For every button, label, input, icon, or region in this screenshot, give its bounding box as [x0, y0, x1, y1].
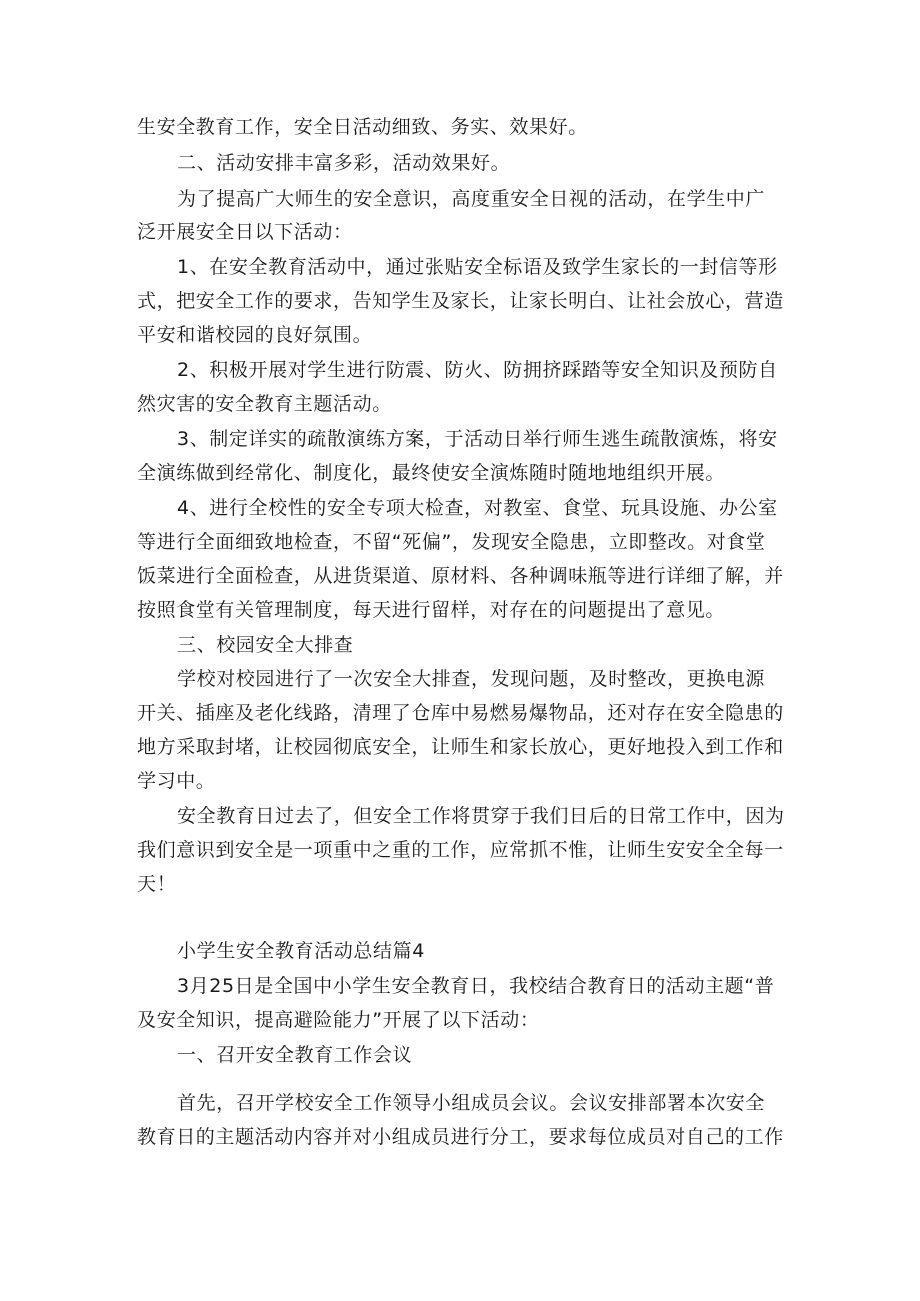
paragraph-line: 首先，召开学校安全工作领导小组成员会议。会议安排部署本次安全	[177, 1092, 766, 1114]
paragraph-line: 天！	[137, 873, 177, 895]
paragraph-line: 学校对校园进行了一次安全大排查，发现问题，及时整改，更换电源	[177, 668, 766, 690]
section-heading: 三、校园安全大排查	[177, 634, 354, 656]
paragraph-line: 我们意识到安全是一项重中之重的工作，应常抓不惟，让师生安安全全每一	[137, 839, 784, 861]
paragraph-line: 3月25日是全国中小学生安全教育日，我校结合教育日的活动主题“普	[177, 975, 775, 997]
list-item-line: 1、在安全教育活动中，通过张贴安全标语及致学生家长的一封信等形	[177, 256, 778, 278]
list-item-line: 按照食堂有关管理制度，每天进行留样，对存在的问题提出了意见。	[137, 599, 726, 621]
list-item-line: 4、进行全校性的安全专项大检查，对教室、食堂、玩具设施、办公室	[177, 497, 778, 519]
paragraph-line: 为了提高广大师生的安全意识，高度重安全日视的活动，在学生中广	[177, 188, 766, 210]
list-item-line: 平安和谐校园的良好氛围。	[137, 324, 373, 346]
paragraph-line: 安全教育日过去了，但安全工作将贯穿于我们日后的日常工作中，因为	[177, 805, 785, 827]
paragraph-line: 地方采取封堵，让校园彻底安全，让师生和家长放心，更好地投入到工作和	[137, 736, 784, 758]
list-item-line: 然灾害的安全教育主题活动。	[137, 393, 392, 415]
paragraph-line: 泛开展安全日以下活动：	[137, 221, 353, 243]
list-item-line: 等进行全面细致地检查，不留“死偏”，发现安全隐患，立即整改。对食堂	[137, 531, 766, 553]
list-item-line: 2、积极开展对学生进行防震、防火、防拥挤踩踏等安全知识及预防自	[177, 359, 778, 381]
list-item-line: 饭菜进行全面检查，从进货渠道、原材料、各种调味瓶等进行详细了解，并	[137, 565, 784, 587]
section-heading: 一、召开安全教育工作会议	[177, 1044, 413, 1066]
paragraph-line: 学习中。	[137, 770, 216, 792]
paragraph-line: 生安全教育工作，安全日活动细致、务实、效果好。	[137, 116, 588, 138]
list-item-line: 3、制定详实的疏散演练方案，于活动日举行师生逃生疏散演炼，将安	[177, 428, 778, 450]
list-item-line: 全演练做到经常化、制度化，最终使安全演炼随时随地地组织开展。	[137, 462, 726, 484]
paragraph-line: 及安全知识，提高避险能力”开展了以下活动：	[137, 1009, 540, 1031]
list-item-line: 式，把安全工作的要求，告知学生及家长，让家长明白、让社会放心，营造	[137, 290, 784, 312]
article-title: 小学生安全教育活动总结篇4	[177, 940, 425, 962]
paragraph-line: 教育日的主题活动内容并对小组成员进行分工，要求每位成员对自己的工作	[137, 1126, 784, 1148]
paragraph-line: 开关、插座及老化线路，清理了仓库中易燃易爆物品，还对存在安全隐患的	[137, 702, 784, 724]
section-heading: 二、活动安排丰富多彩，活动效果好。	[177, 152, 511, 174]
